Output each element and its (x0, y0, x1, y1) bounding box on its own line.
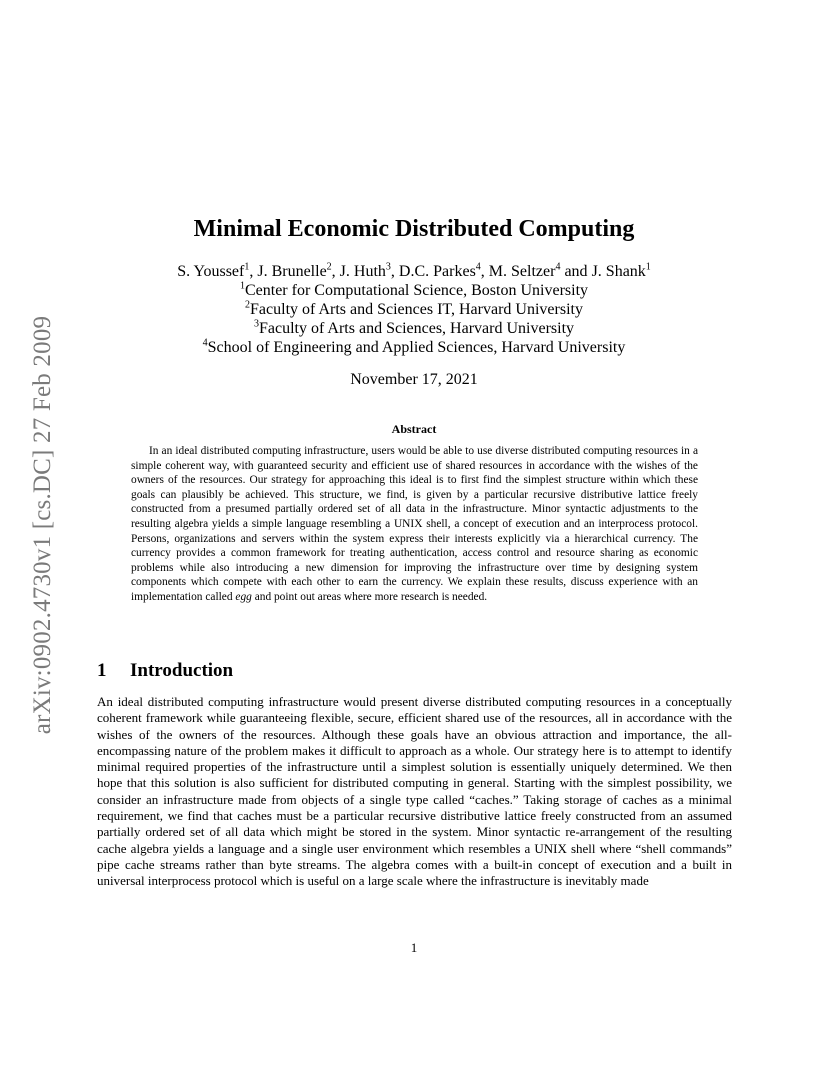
section-body-paragraph: An ideal distributed computing infrastructure would present diverse distributed computing resources in a conceptually coherent framework while guaranteeing flexible, secure, efficient shared use of the resources, all in accordance with the wishes of the owners of the resources. Although these goals have an obvious attraction and importance, the all-encompassing nature of the problem makes it difficult to approach as a whole. Our strategy here is to attempt to identify minimal required properties of the infrastructure until a simplest solution is essentially uniquely determined. We then hope that this solution is also sufficient for distributed computing in general. Starting with the simplest possibility, we consider an infrastructure made from objects of a single type called “caches.” Taking storage of caches as a minimal requirement, we find that caches must be a particular recursive distributive lattice freely constructed from an assumed partially ordered set of all data which might be stored in the system. Minor syntactic re-arrangement of the resulting cache algebra yields a language and a single user environment which resembles a UNIX shell where “shell commands” pipe cache streams rather than byte streams. The algebra comes with a built-in concept of execution and a built in universal interprocess protocol which is useful on a large scale where the infrastructure is inevitably made (97, 694, 732, 889)
author-block (0, 262, 828, 357)
author-separator: , (480, 263, 489, 280)
author-separator: , (390, 263, 399, 280)
section-number: 1 (97, 660, 107, 681)
abstract-emphasis: egg (235, 590, 252, 603)
abstract-body (131, 444, 698, 605)
author-name: S. Youssef (177, 263, 245, 280)
paper-title: Minimal Economic Distributed Computing (193, 216, 635, 242)
affiliation-text: Faculty of Arts and Sciences IT, Harvard University (250, 301, 583, 318)
author-affiliation-mark: 4 (555, 261, 561, 273)
author-affiliation-mark: 3 (385, 261, 391, 273)
author-separator: and (560, 263, 592, 280)
affiliation-text: School of Engineering and Applied Sciences, Harvard University (207, 339, 626, 356)
affiliation-mark: 3 (253, 318, 259, 330)
affiliation-text: Center for Computational Science, Boston University (244, 282, 589, 299)
paper-date: November 17, 2021 (350, 371, 478, 388)
author-affiliation-mark: 2 (326, 261, 332, 273)
affiliation-text: Faculty of Arts and Sciences, Harvard University (258, 320, 575, 337)
affiliation-line (0, 338, 828, 357)
arxiv-side-identifier (29, 296, 57, 754)
affiliation-mark: 1 (239, 280, 245, 292)
section-title: Introduction (130, 660, 234, 681)
page-number: 1 (410, 940, 418, 955)
affiliation-line (0, 281, 828, 300)
author-name: J. Huth (339, 263, 386, 280)
author-name: D.C. Parkes (398, 263, 476, 280)
affiliation-mark: 2 (245, 299, 251, 311)
abstract-heading: Abstract (391, 422, 437, 436)
author-list (0, 262, 828, 281)
abstract-text-end: and point out areas where more research is needed. (251, 590, 488, 603)
section-heading (97, 660, 233, 682)
author-separator: , (331, 263, 340, 280)
author-separator: , (249, 263, 258, 280)
author-affiliation-mark: 4 (475, 261, 481, 273)
affiliation-line (0, 300, 828, 319)
abstract-text: In an ideal distributed computing infrastructure, users would be able to use diverse distributed computing resources in a simple coherent way, with guaranteed security and efficient use of shared resources in accordance with the wishes of the owners of the resources. Our strategy for approaching this ideal is to first find the simplest structure within which these goals can plausibly be achieved. This structure, we find, is given by a particular recursive distributive lattice freely constructed from a presumed partially ordered set of all data in the infrastructure. Minor syntactic adjustments to the resulting algebra yields a simple language resembling a UNIX shell, a concept of execution and an interprocess protocol. Persons, organizations and servers within the system express their interests explicitly via a hierarchical currency. The currency provides a common framework for treating authentication, access control and resource sharing as economic problems while also introducing a new dimension for improving the infrastructure over time by designing system components which compete with each other to earn the currency. We explain these results, discuss experience with an implementation called (131, 445, 698, 603)
arxiv-identifier-text: arXiv:0902.4730v1 [cs.DC] 27 Feb 2009 (29, 315, 57, 735)
affiliation-mark: 4 (202, 337, 208, 349)
author-name: M. Seltzer (488, 263, 556, 280)
author-affiliation-mark: 1 (645, 261, 651, 273)
author-name: J. Shank (591, 263, 646, 280)
affiliation-line (0, 319, 828, 338)
author-name: J. Brunelle (257, 263, 327, 280)
author-affiliation-mark: 1 (244, 261, 250, 273)
